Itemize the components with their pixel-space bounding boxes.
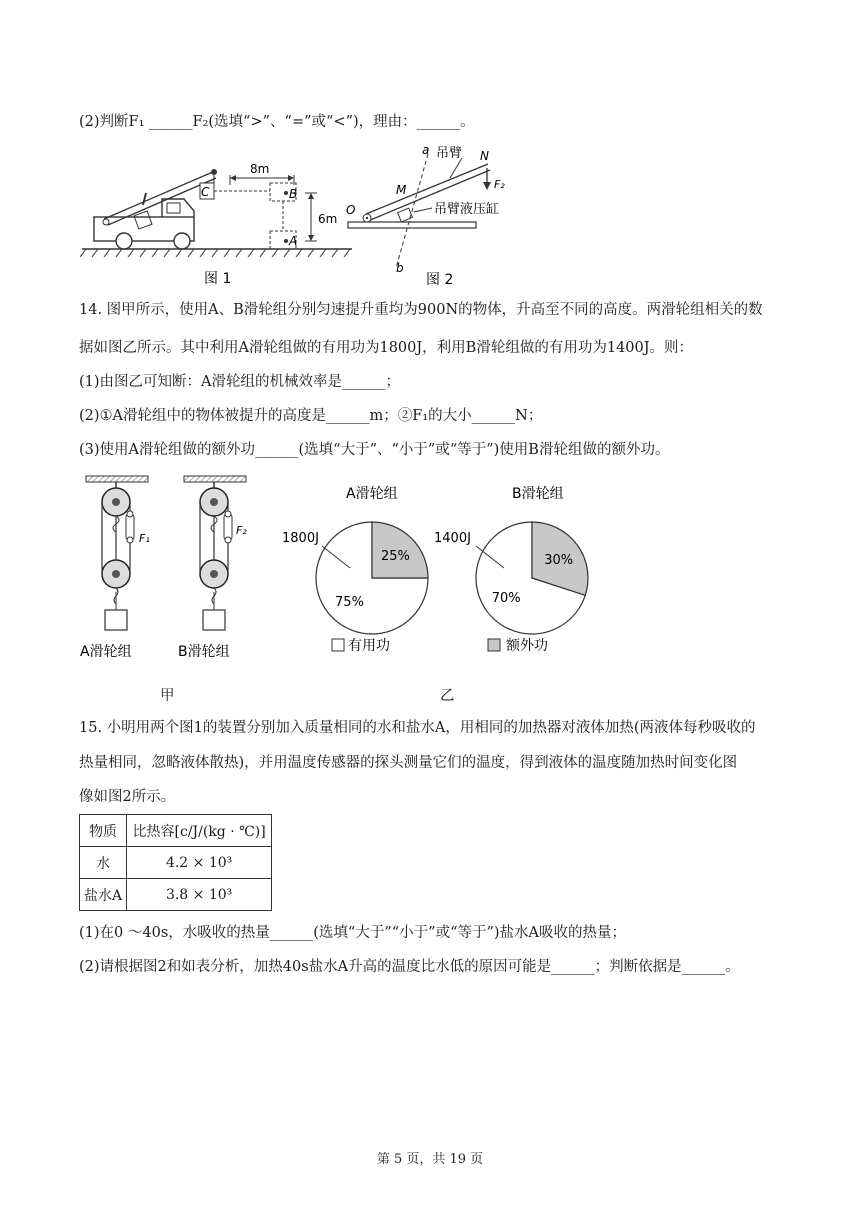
pulley-figure-jia [72,474,292,670]
page-footer: 第 5 页，共 19 页 [376,1152,484,1167]
table-row [80,879,272,911]
q15-part1: (1)在0 ～40s，水吸收的热量______(选填“大于”“小于”或“等于”)盐水A吸收的热量； [79,925,627,941]
label-N: N [480,149,489,163]
specific-heat-table [79,814,272,911]
dim-8m: 8m [250,162,270,176]
pie-charts-yi [280,478,620,668]
label-A: A [289,234,298,248]
q14-stem-1: 14. 图甲所示，使用A、B滑轮组分别匀速提升重均为900N的物体，升高至不同的高度。两滑轮组相关的数 [79,302,763,318]
label-F1: F₁ [139,532,150,545]
table-header-cell: 比热容[c/J/(kg · ℃)] [127,815,272,847]
pulley-block-b [178,476,247,660]
legend-extra: 额外功 [506,638,548,654]
table-cell: 盐水A [80,879,127,911]
q14-stem-2: 据如图乙所示。其中利用A滑轮组做的有用功为1800J，利用B滑轮组做的有用功为1400J。则： [79,340,694,356]
pie-b-annotation: 1400J [434,531,471,546]
label-cylinder: 吊臂液压缸 [434,202,500,217]
table-cell: 4.2 × 10³ [127,847,272,879]
caption-yi: 乙 [440,688,455,704]
label-arm: 吊臂 [436,146,463,161]
pie-slice-label: 75% [335,594,364,610]
fig2-caption: 图 2 [426,272,454,288]
q14-part3: (3)使用A滑轮组做的额外功______(选填“大于”、“小于”或“等于”)使用B滑轮组做的额外功。 [79,442,670,458]
q14-part2: (2)①A滑轮组中的物体被提升的高度是______m；②F₁的大小______N； [79,408,543,424]
label-O: O [346,203,356,217]
dim-6m: 6m [318,212,338,226]
label-M: M [396,183,407,197]
caption-jia: 甲 [160,688,175,704]
table-header-row [80,815,272,847]
legend-swatch-useful [332,639,344,651]
pulley-block-a [80,476,150,660]
label-C: C [201,185,210,199]
label-F2-b: F₂ [236,524,247,537]
legend-useful: 有用功 [348,638,390,654]
fig1-caption: 图 1 [204,271,232,287]
pie-slice-label: 25% [380,549,410,565]
label-F2: F₂ [494,178,505,191]
label-a: a [422,143,430,157]
table-cell: 3.8 × 10³ [127,879,272,911]
q14-part1: (1)由图乙可知断：A滑轮组的机械效率是______； [79,374,401,390]
crane-figure-1 [80,145,360,287]
q15-stem-1: 15. 小明用两个图1的装置分别加入质量相同的水和盐水A，用相同的加热器对液体加热(两液体每秒吸收的 [79,720,756,736]
label-B: B [289,187,298,201]
table-header-cell: 物质 [80,815,127,847]
table-cell: 水 [80,847,127,879]
boom-figure-2 [340,140,540,290]
label-block-a: A滑轮组 [80,644,132,660]
pie-slice-label: 30% [544,552,574,568]
q15-part2: (2)请根据图2和如表分析，加热40s盐水A升高的温度比水低的原因可能是______；判断依据是______。 [79,959,740,975]
q15-stem-2: 热量相同，忽略液体散热)，并用温度传感器的探头测量它们的温度，得到液体的温度随加热时间变化图 [79,755,738,771]
q15-stem-3: 像如图2所示。 [79,789,176,805]
pie-a-annotation: 1800J [282,531,319,546]
label-b: b [396,261,404,275]
table-row [80,847,272,879]
legend-swatch-extra [488,639,500,651]
pie-a-title: A滑轮组 [346,486,398,502]
pie-chart-b [434,486,588,634]
pie-b-title: B滑轮组 [512,486,564,502]
pie-slice-label: 70% [491,591,521,607]
q13-part2: (2)判断F₁ ______F₂(选填“>”、“=”或“<”)，理由：______。 [79,114,475,130]
pie-chart-a [282,486,428,634]
label-block-b: B滑轮组 [178,644,230,660]
